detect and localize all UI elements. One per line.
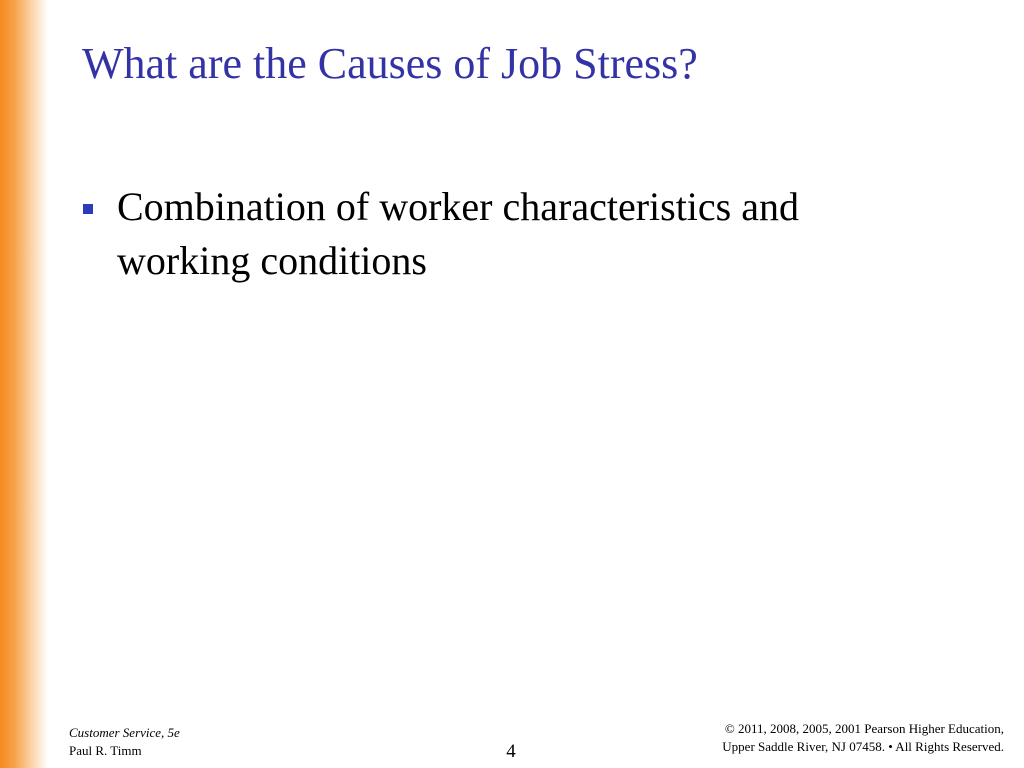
bullet-text: Combination of worker characteristics and working conditions	[117, 184, 799, 283]
copyright-line-2: Upper Saddle River, NJ 07458. • All Rights Reserved.	[722, 739, 1004, 754]
copyright-line-1: © 2011, 2008, 2005, 2001 Pearson Higher Education,	[724, 721, 1004, 736]
orange-gradient-sidebar	[0, 0, 48, 768]
footer-book-title: Customer Service, 5e	[69, 725, 180, 740]
square-bullet-icon	[83, 204, 93, 214]
footer-author: Paul R. Timm	[69, 743, 142, 758]
page-number: 4	[506, 741, 516, 762]
footer-left	[69, 724, 180, 760]
slide-title: What are the Causes of Job Stress?	[82, 39, 698, 88]
footer-copyright	[722, 720, 1004, 756]
bullet-item	[80, 180, 940, 288]
